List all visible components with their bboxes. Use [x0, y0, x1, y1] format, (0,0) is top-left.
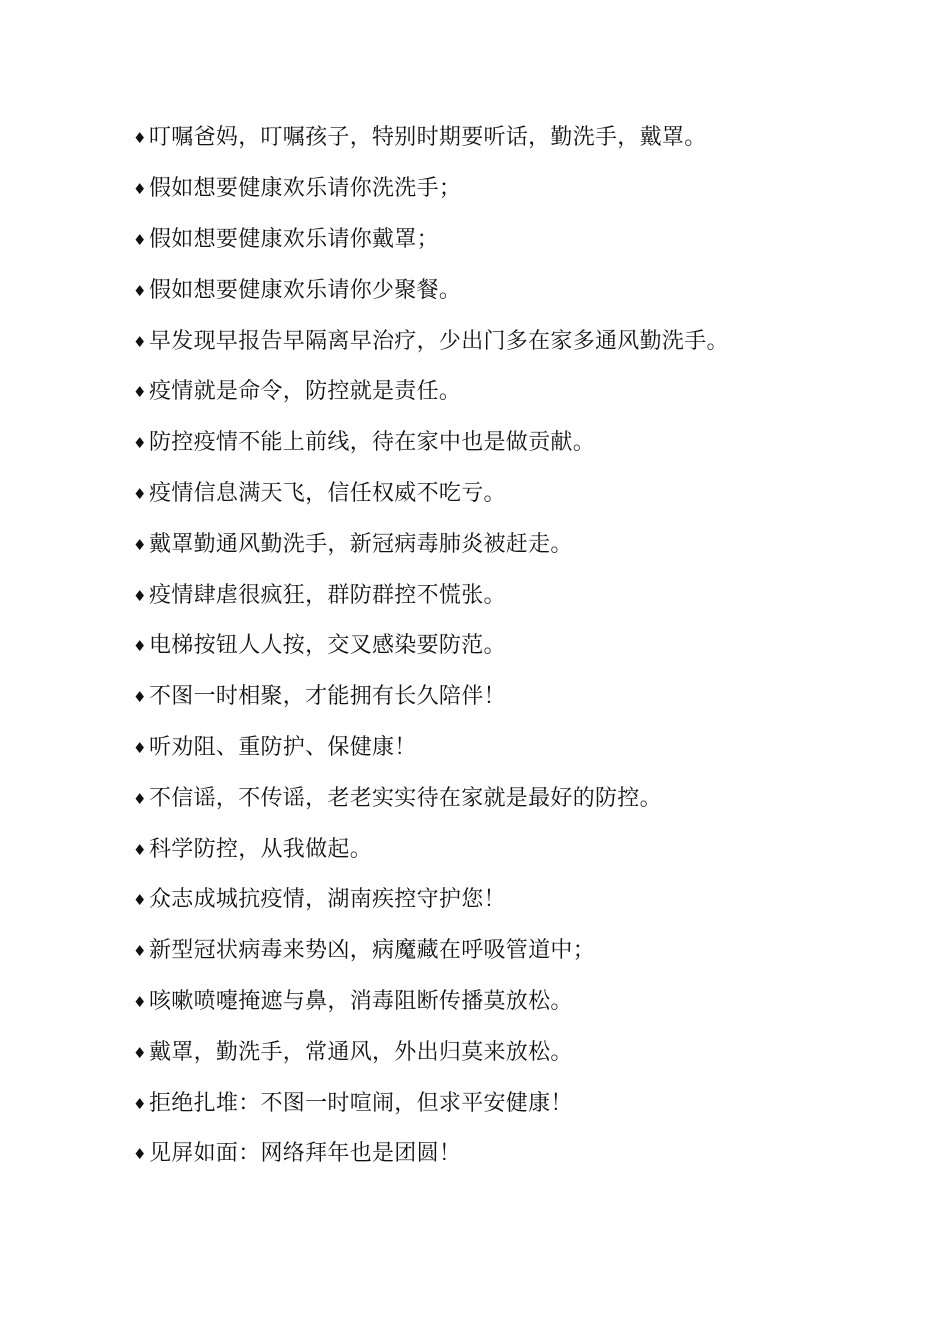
- diamond-bullet-icon: ♦: [133, 789, 147, 808]
- slogan-line: [133, 977, 913, 1028]
- slogan-text: 疫情肆虐很疯狂，群防群控不慌张。: [149, 582, 506, 608]
- diamond-bullet-icon: ♦: [133, 129, 147, 148]
- slogan-text: 戴罩勤通风勤洗手，新冠病毒肺炎被赶走。: [149, 531, 573, 557]
- slogan-line: [133, 164, 913, 215]
- slogan-text: 不信谣，不传谣，老老实实待在家就是最好的防控。: [149, 785, 662, 811]
- slogan-text: 新型冠状病毒来势凶，病魔藏在呼吸管道中；: [149, 938, 596, 964]
- slogan-line: [133, 723, 913, 774]
- slogan-line: [133, 316, 913, 367]
- slogan-line: [133, 621, 913, 672]
- diamond-bullet-icon: ♦: [133, 840, 147, 859]
- diamond-bullet-icon: ♦: [133, 230, 147, 249]
- diamond-bullet-icon: ♦: [133, 992, 147, 1011]
- slogan-line: [133, 265, 913, 316]
- slogan-text: 众志成城抗疫情，湖南疾控守护您！: [149, 887, 506, 913]
- slogan-text: 假如想要健康欢乐请你洗洗手；: [149, 176, 462, 202]
- slogan-text: 防控疫情不能上前线，待在家中也是做贡献。: [149, 430, 596, 456]
- diamond-bullet-icon: ♦: [133, 942, 147, 961]
- slogan-line: [133, 1027, 913, 1078]
- diamond-bullet-icon: ♦: [133, 891, 147, 910]
- slogan-text: 拒绝扎堆：不图一时喧闹，但求平安健康！: [149, 1090, 573, 1116]
- slogan-text: 假如想要健康欢乐请你戴罩；: [149, 226, 439, 252]
- slogan-line: [133, 824, 913, 875]
- slogan-text: 叮嘱爸妈，叮嘱孩子，特别时期要听话，勤洗手，戴罩。: [149, 125, 707, 151]
- diamond-bullet-icon: ♦: [133, 1043, 147, 1062]
- slogan-line: [133, 672, 913, 723]
- diamond-bullet-icon: ♦: [133, 1145, 147, 1164]
- slogan-text: 戴罩，勤洗手，常通风，外出归莫来放松。: [149, 1039, 573, 1065]
- slogan-line: [133, 113, 913, 164]
- diamond-bullet-icon: ♦: [133, 332, 147, 351]
- diamond-bullet-icon: ♦: [133, 738, 147, 757]
- diamond-bullet-icon: ♦: [133, 535, 147, 554]
- slogan-line: [133, 1129, 913, 1180]
- slogan-text: 见屏如面：网络拜年也是团圆！: [149, 1141, 462, 1167]
- diamond-bullet-icon: ♦: [133, 281, 147, 300]
- slogan-line: [133, 418, 913, 469]
- slogan-text: 科学防控，从我做起。: [149, 836, 373, 862]
- slogan-text: 疫情就是命令，防控就是责任。: [149, 379, 462, 405]
- slogan-text: 电梯按钮人人按，交叉感染要防范。: [149, 633, 506, 659]
- slogan-line: [133, 469, 913, 520]
- slogan-text: 咳嗽喷嚏掩遮与鼻，消毒阻断传播莫放松。: [149, 988, 573, 1014]
- slogan-line: [133, 1078, 913, 1129]
- slogan-line: [133, 519, 913, 570]
- slogan-text: 假如想要健康欢乐请你少聚餐。: [149, 277, 462, 303]
- slogan-list: [133, 113, 913, 1180]
- slogan-line: [133, 215, 913, 266]
- slogan-line: [133, 570, 913, 621]
- slogan-line: [133, 367, 913, 418]
- slogan-line: [133, 875, 913, 926]
- diamond-bullet-icon: ♦: [133, 1094, 147, 1113]
- slogan-line: [133, 926, 913, 977]
- diamond-bullet-icon: ♦: [133, 637, 147, 656]
- slogan-text: 疫情信息满天飞，信任权威不吃亏。: [149, 480, 506, 506]
- diamond-bullet-icon: ♦: [133, 484, 147, 503]
- diamond-bullet-icon: ♦: [133, 180, 147, 199]
- diamond-bullet-icon: ♦: [133, 586, 147, 605]
- slogan-text: 听劝阻、重防护、保健康！: [149, 734, 417, 760]
- diamond-bullet-icon: ♦: [133, 383, 147, 402]
- slogan-line: [133, 773, 913, 824]
- diamond-bullet-icon: ♦: [133, 434, 147, 453]
- diamond-bullet-icon: ♦: [133, 688, 147, 707]
- slogan-text: 不图一时相聚，才能拥有长久陪伴！: [149, 684, 506, 710]
- slogan-text: 早发现早报告早隔离早治疗，少出门多在家多通风勤洗手。: [149, 328, 729, 354]
